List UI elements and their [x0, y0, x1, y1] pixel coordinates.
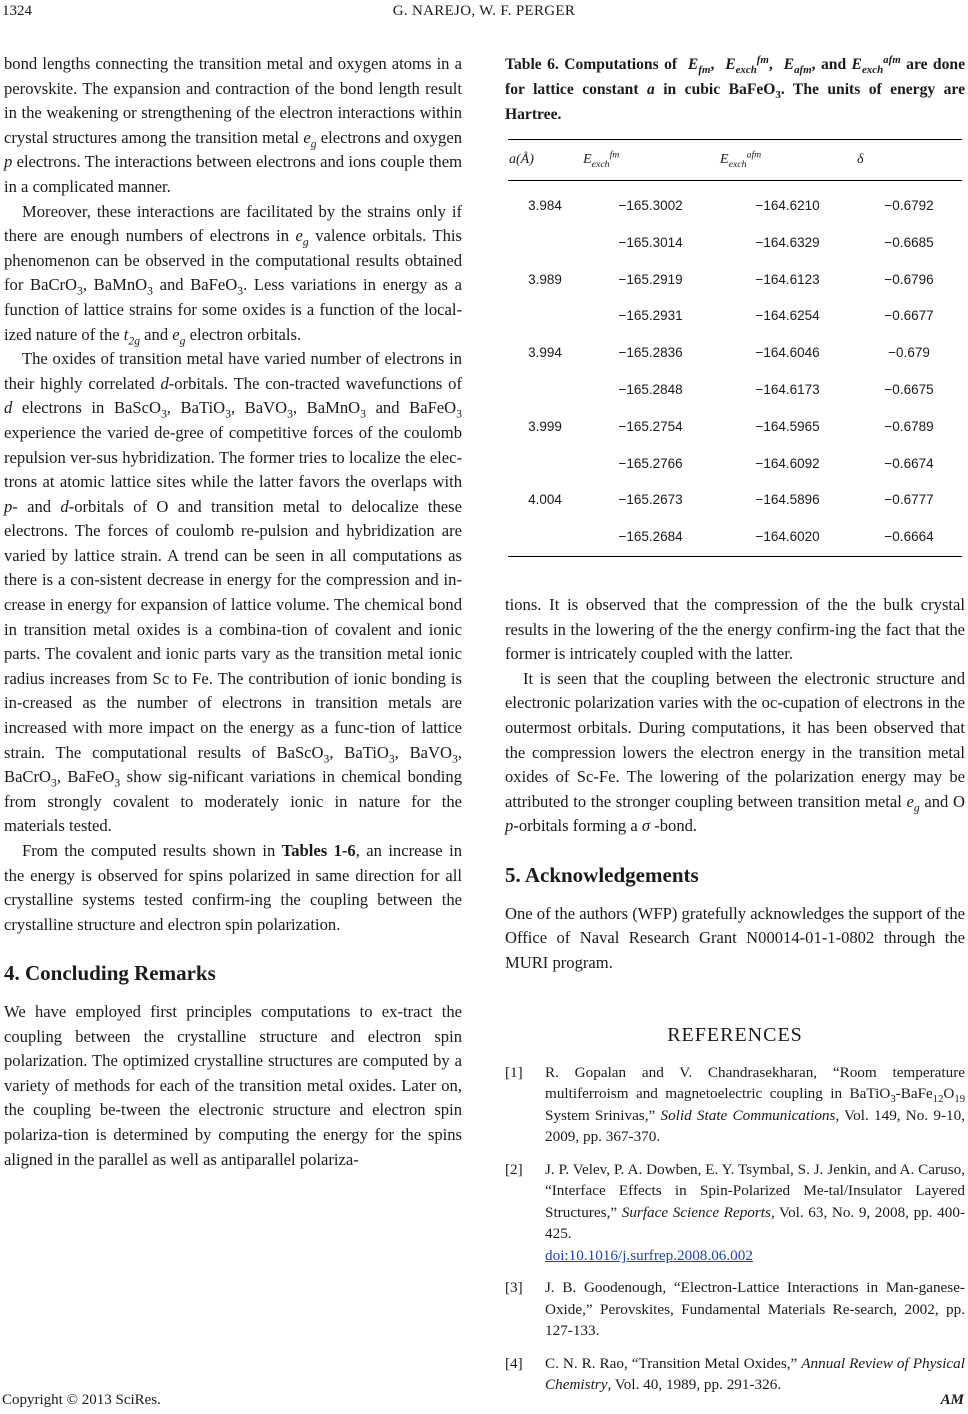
table-cell [508, 372, 582, 409]
doi-link[interactable]: doi:10.1016/j.surfrep.2008.06.002 [545, 1246, 753, 1264]
table-cell: −0.679 [888, 345, 930, 361]
table-cell [508, 225, 582, 262]
table-cell: −164.5896 [755, 492, 820, 508]
table-row [508, 298, 962, 335]
paragraph: One of the authors (WFP) gratefully acknowledges the support of the Office of Naval Research Grant N00014-01-1-0802 through the MURI program. [505, 903, 965, 972]
table-cell: −165.2673 [618, 492, 683, 508]
table-row [508, 446, 962, 483]
references-heading: REFERENCES [667, 1024, 803, 1047]
left-column [4, 52, 462, 1172]
column-header: $E_{exch}^{afm}$ [720, 149, 762, 170]
reference-text: J. B. Goodenough, “Electron-Lattice Interactions in Man-ganese-Oxide,” Perovskites, Fundamental Materials Re-search, 2002, pp. 127-133. [545, 1279, 965, 1340]
table-row [508, 335, 962, 372]
table-cell [508, 446, 582, 483]
copyright: Copyright © 2013 SciRes. [2, 1392, 161, 1408]
table-cell: −164.6254 [755, 308, 820, 324]
page-header [0, 0, 968, 26]
reference-number: [4] [505, 1354, 523, 1372]
table-cell: −0.6792 [884, 198, 934, 214]
table-cell: 3.994 [528, 345, 562, 361]
page-number: 1324 [2, 3, 32, 19]
table-cell: −165.2919 [618, 271, 683, 287]
table-cell: −165.2754 [618, 418, 683, 434]
table-header-row [508, 140, 962, 181]
table-cell: −0.6777 [884, 492, 934, 508]
table-cell: −165.2766 [618, 455, 683, 471]
reference-number: [3] [505, 1279, 523, 1297]
table-cell: −164.6210 [755, 198, 820, 214]
reference-text: R. Gopalan and V. Chandrasekharan, “Room temperature multiferroism and magnetoelectric coupling in $BaTiO_3-BaFe_{12}O_{19}$ System Srinivas,” Solid State Communications, Vol. 149, No. 9-10, 2009, pp. 367-370. [545, 1063, 966, 1146]
table-row [508, 225, 962, 262]
table-cell: −164.6123 [755, 271, 820, 287]
table-row [508, 372, 962, 409]
reference-item [505, 1159, 965, 1267]
table-row [508, 482, 962, 519]
reference-item [505, 1062, 965, 1148]
table-cell: −165.2931 [618, 308, 683, 324]
table-cell: −164.5965 [755, 418, 820, 434]
data-table [508, 139, 962, 557]
table-cell: 3.984 [528, 198, 562, 214]
table-cell: −165.2836 [618, 345, 683, 361]
running-authors: G. NAREJO, W. F. PERGER [392, 3, 576, 19]
table-row [508, 181, 962, 225]
table-cell: −0.6677 [884, 308, 934, 324]
table-cell: 3.999 [528, 418, 562, 434]
reference-number: [1] [505, 1063, 523, 1081]
journal-abbrev: AM [940, 1392, 964, 1408]
reference-text: C. N. R. Rao, “Transition Metal Oxides,” Annual Review of Physical Chemistry, Vol. 40, 1989, pp. 291-326. [545, 1354, 965, 1394]
column-header: $E_{exch}^{fm}$ [583, 149, 620, 170]
column-header: δ [857, 151, 864, 167]
table-cell: −165.2684 [618, 529, 683, 545]
table-cell: −0.6674 [884, 455, 934, 471]
table-cell [508, 519, 582, 556]
table-row [508, 519, 962, 556]
table-cell: 4.004 [528, 492, 562, 508]
table-cell: −165.2848 [618, 382, 683, 398]
table-cell: −165.3002 [618, 198, 683, 214]
paragraph: bond lengths connecting the transition metal and oxygen atoms in a perovskite. The expansion and contraction of the bond length result in the weakening or strengthening of the electron interactions within crystal structures among the transition metal $e_g$ electrons and oxygen p electrons. The interactions between electrons and ions couple them in a complicated manner. [4, 54, 462, 196]
table-cell: −164.6329 [755, 234, 820, 250]
reference-number: [2] [505, 1160, 523, 1178]
table-cell: −0.6664 [884, 529, 934, 545]
reference-text: J. P. Velev, P. A. Dowben, E. Y. Tsymbal, S. J. Jenkin, and A. Caruso, “Interface Effects in Spin-Polarized Me-tal/Insulator Layered Structures,” Surface Science Reports, Vol. 63, No. 9, 2008, pp. 400-425. doi:10.1016/j.surfrep.2008.06.002 [545, 1160, 965, 1264]
paragraph: Moreover, these interactions are facilitated by the strains only if there are enough numbers of electrons in $e_g$ valence orbitals. This phenomenon can be observed in the computational results obtained for BaCrO$_3$, BaMnO$_3$ and BaFeO$_3$. Less variations in energy as a function of lattice strains for some oxides is a function of the local-ized nature of the $t_{2g}$ and $e_g$ electron orbitals. [4, 201, 463, 347]
section-heading: 4. Concluding Remarks [4, 961, 216, 986]
reference-item [505, 1277, 965, 1342]
table-cell [508, 298, 582, 335]
reference-item [505, 1353, 965, 1396]
table-cell: −0.6789 [884, 418, 934, 434]
paragraph: The oxides of transition metal have varied number of electrons in their highly correlated d-orbitals. The con-tracted wavefunctions of d electrons in BaScO$_3$, BaTiO$_3$, BaVO$_3$, BaMnO$_3$ and BaFeO$_3$ experience the varied de-gree of competitive forces of the coulomb repulsion ver-sus hybridization. The former tries to localize the elec-trons at atomic lattice sites while the latter favors the overlaps with p- and d-orbitals of O and transition metal to delocalize these electrons. The forces of coulomb re-pulsion and hybridization are varied by lattice strain. A trend can be seen in all computations as there is a con-sistent decrease in energy for the compression and in-crease in energy for expansion of lattice volume. The chemical bond in transition metal oxides is a combina-tion of covalent and ionic parts. The covalent and ionic parts vary as the transition metal ionic radius increases from Sc to Fe. The contribution of ionic bonding is in-creased as the number of electrons in transition metals are increased with more impact on the energy as a func-tion of lattice strain. The computational results of BaScO$_3$, BaTiO$_3$, BaVO$_3$, BaCrO$_3$, BaFeO$_3$ show sig-nificant variations in chemical bonding from strongly covalent to moderately ionic in nature for the materials tested. [4, 349, 462, 836]
paragraph: It is seen that the coupling between the electronic structure and electronic polarization varies with the oc-cupation of electrons in the outermost orbitals. During computations, it has been observed that the compression lowers the electron energy in the transition metal oxides of Sc-Fe. The lowering of the polarization energy may be attributed to the stronger coupling between transition metal $e_g$ and O p-orbitals forming a σ -bond. [505, 668, 965, 836]
table-cell: −164.6173 [755, 382, 820, 398]
table-cell: −0.6796 [884, 271, 934, 287]
table-cell: −165.3014 [618, 234, 683, 250]
paragraph: From the computed results shown in Tables 1-6, an increase in the energy is observed for spins polarized in same direction for all crystalline systems tested confirm-ing the coupling between the crystalline structure and electron spin polarization. [4, 841, 462, 934]
reference-list [505, 1062, 965, 1396]
table-cell: −164.6092 [755, 455, 820, 471]
table-cell: −0.6685 [884, 234, 934, 250]
right-column [505, 52, 965, 1407]
table-cell: 3.989 [528, 271, 562, 287]
section-heading: 5. Acknowledgements [505, 862, 699, 887]
paragraph: tions. It is observed that the compression of the the bulk crystal results in the lowering of the the energy confirm-ing the fact that the former is intricately coupled with the latter. [505, 594, 965, 664]
table-cell: −0.6675 [884, 382, 934, 398]
table-row [508, 262, 962, 299]
column-header: a(Å) [509, 151, 534, 167]
table-row [508, 409, 962, 446]
table-cell: −164.6020 [755, 529, 820, 545]
table-cell: −164.6046 [755, 345, 820, 361]
table-caption: Table 6. Computations of $E_{fm}$, $E_{exch}^{fm}$, $E_{afm}$, and $E_{exch}^{afm}$ are done for lattice constant a in cubic BaFeO$_3$. The units of energy are Hartree. [505, 53, 965, 123]
paragraph: We have employed first principles computations to ex-tract the coupling between the crystalline structure and electron spin polarization. The optimized crystalline structures are computed by a variety of methods for each of the transition metal oxides. Later on, the coupling be-tween the electronic structure and electron spin polariza-tion is determined by computing the energy for the spins aligned in the parallel as well as antiparallel polariza- [4, 1001, 462, 1169]
